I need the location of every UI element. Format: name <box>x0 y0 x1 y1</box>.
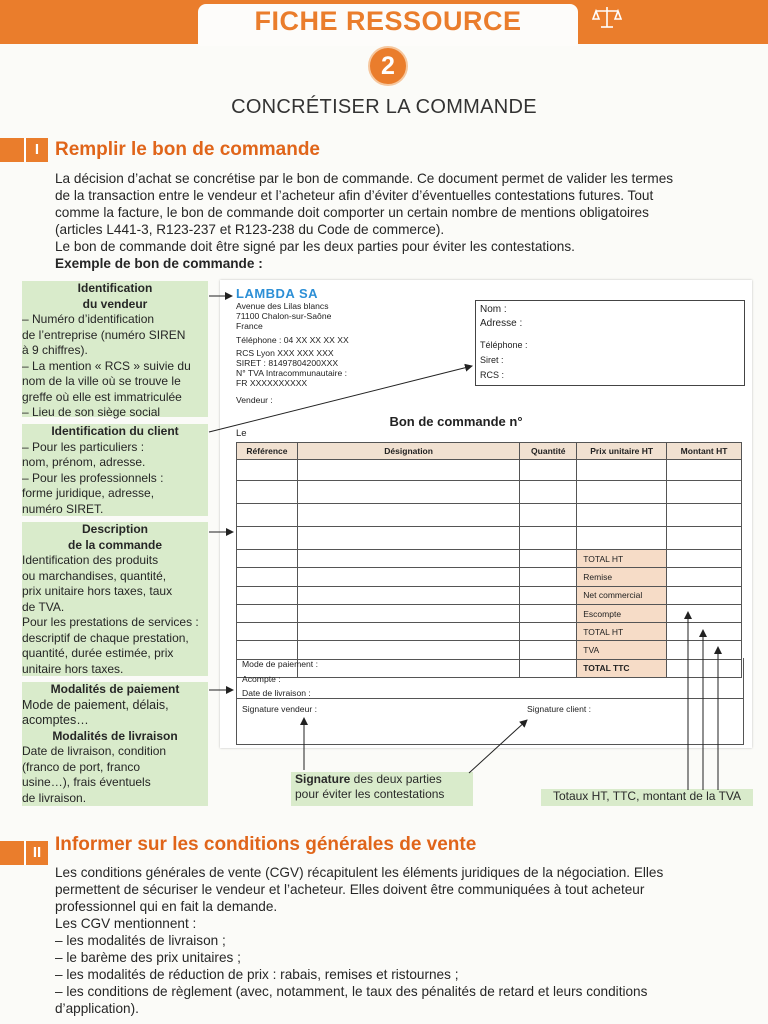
id-line: RCS Lyon XXX XXX XXX <box>236 348 334 358</box>
annotation-line: Date de livraison, condition <box>22 744 167 758</box>
total-label: TOTAL HT <box>577 623 667 641</box>
mode-paiement-label: Mode de paiement : <box>242 659 318 669</box>
column-header: Montant HT <box>667 443 742 460</box>
client-field-rcs: RCS : <box>480 370 505 380</box>
order-form-title: Bon de commande n° <box>389 414 523 429</box>
paragraph-line: professionnel qui en fait la demande. <box>55 899 278 914</box>
annotation-line: nom, prénom, adresse. <box>22 455 146 469</box>
annotation-title: de la commande <box>67 537 163 552</box>
annotation-line: numéro SIRET. <box>22 501 104 516</box>
annotation-title: du vendeur <box>82 296 148 311</box>
address-line: 71100 Chalon-sur-Saône <box>236 311 332 321</box>
section-1-title: Remplir le bon de commande <box>55 139 320 160</box>
caption-totaux: Totaux HT, TTC, montant de la TVA <box>541 789 753 806</box>
section-2-text <box>55 864 755 1017</box>
example-heading: Exemple de bon de commande : <box>55 256 263 271</box>
paragraph-line: – les conditions de règlement (avec, notamment, le taux des pénalités de retard et leurs conditions <box>55 984 648 999</box>
annotation-title: Description <box>81 522 148 536</box>
paragraph-line: Les conditions générales de vente (CGV) récapitulent les éléments juridiques de la négociation. Elles <box>55 865 664 880</box>
address-line: Avenue des Lilas blancs <box>236 301 329 311</box>
column-header: Quantité <box>520 443 577 460</box>
annotation-line: – Numéro d’identification <box>22 312 155 326</box>
client-field-telephone: Téléphone : <box>480 340 528 350</box>
column-header: Désignation <box>297 443 519 460</box>
annotation-line: – Lieu de son siège social <box>22 405 161 419</box>
annotation-line: nom de la ville où se trouve le <box>22 374 181 388</box>
column-header: Référence <box>237 443 298 460</box>
annotation-line: – Pour les particuliers : <box>22 439 145 454</box>
total-label: Escompte <box>577 604 667 622</box>
caption-text: des deux parties <box>350 772 442 786</box>
annotation-title: Modalités de paiement <box>50 682 180 696</box>
paragraph-line: – le barème des prix unitaires ; <box>55 950 241 965</box>
annotation-title: Identification du client <box>51 424 179 438</box>
column-header: Prix unitaire HT <box>577 443 667 460</box>
fiche-number: 2 <box>368 46 408 86</box>
id-line: FR XXXXXXXXXX <box>236 378 308 388</box>
annotation-line: (franco de port, franco <box>22 759 141 774</box>
annotation-line: – Pour les professionnels : <box>22 470 164 485</box>
client-field-nom: Nom : <box>480 304 507 315</box>
id-line: N° TVA Intracommunautaire : <box>236 368 348 378</box>
date-label: Le <box>236 428 247 439</box>
annotation-line: prix unitaire hors taxes, taux <box>22 584 173 598</box>
signature-client-label: Signature client : <box>527 704 592 714</box>
total-label: TVA <box>577 641 667 659</box>
paragraph-line: – les modalités de livraison ; <box>55 933 226 948</box>
annotation-title: Modalités de livraison <box>52 728 178 743</box>
paragraph-line: La décision d’achat se concrétise par le bon de commande. Ce document permet de valider les termes <box>55 171 674 186</box>
address-line: France <box>236 321 263 331</box>
annotation-line: Identification des produits <box>22 553 159 567</box>
total-label: Net commercial <box>577 586 667 604</box>
annotation-line: forme juridique, adresse, <box>22 486 155 500</box>
total-label: Remise <box>577 568 667 586</box>
paragraph-line: Le bon de commande doit être signé par les deux parties pour éviter les contestations. <box>55 239 575 254</box>
annotation-line: – La mention « RCS » suivie du <box>22 358 191 373</box>
paragraph-line: de la transaction entre le vendeur et l’acheteur afin d’éviter d’éventuelles contestations futures. Tout <box>55 188 654 203</box>
signature-vendeur-label: Signature vendeur : <box>242 704 318 714</box>
annotation-line: greffe où elle est immatriculée <box>22 389 182 404</box>
annotation-line: de TVA. <box>22 599 65 614</box>
acompte-label: Acompte : <box>242 674 281 684</box>
annotation-line: Mode de paiement, délais, <box>22 697 169 712</box>
fiche-title: FICHE RESSOURCE <box>254 6 522 36</box>
paragraph-line: d’application). <box>55 1001 139 1016</box>
section-1-number: I <box>24 138 48 162</box>
paragraph-line: Les CGV mentionnent : <box>55 916 197 931</box>
annotation-line: descriptif de chaque prestation, <box>22 630 189 645</box>
id-line: SIRET : 81497804200XXX <box>236 358 339 368</box>
caption-bold: Signature <box>295 772 351 786</box>
client-field-adresse: Adresse : <box>480 318 523 329</box>
total-label: TOTAL TTC <box>577 659 667 677</box>
company-name: LAMBDA SA <box>236 286 319 301</box>
client-field-siret: Siret : <box>480 355 504 365</box>
annotation-line: ou marchandises, quantité, <box>22 568 167 583</box>
paragraph-line: – les modalités de réduction de prix : rabais, remises et ristournes ; <box>55 967 459 982</box>
paragraph-line: permettent de sécuriser le vendeur et l’acheteur. Elles doivent être communiquées à tout acheteur <box>55 882 645 897</box>
annotation-line: unitaire hors taxes. <box>22 661 124 676</box>
annotation-line: Pour les prestations de services : <box>22 615 199 629</box>
annotation-line: de l’entreprise (numéro SIREN <box>22 327 186 342</box>
annotation-line: à 9 chiffres). <box>22 343 88 357</box>
annotation-line: usine…), frais éventuels <box>22 775 151 789</box>
paragraph-line: (articles L441-3, R123-237 et R123-238 du Code de commerce). <box>55 222 445 237</box>
annotation-title: Identification <box>77 281 153 295</box>
total-label: TOTAL HT <box>577 550 667 568</box>
annotation-line: quantité, durée estimée, prix <box>22 646 174 660</box>
annotation-line: acomptes… <box>22 713 89 727</box>
caption-text: pour éviter les contestations <box>295 787 445 801</box>
page-title: CONCRÉTISER LA COMMANDE <box>231 96 537 118</box>
section-2-title: Informer sur les conditions générales de vente <box>55 834 477 855</box>
paragraph-line: comme la facture, le bon de commande doit comporter un certain nombre de mentions obligatoires <box>55 205 649 220</box>
section-2-number: II <box>24 841 48 865</box>
vendeur-label: Vendeur : <box>236 395 273 405</box>
date-livraison-label: Date de livraison : <box>242 688 311 698</box>
annotation-line: de livraison. <box>22 790 87 805</box>
company-phone: Téléphone : 04 XX XX XX XX <box>236 335 349 345</box>
